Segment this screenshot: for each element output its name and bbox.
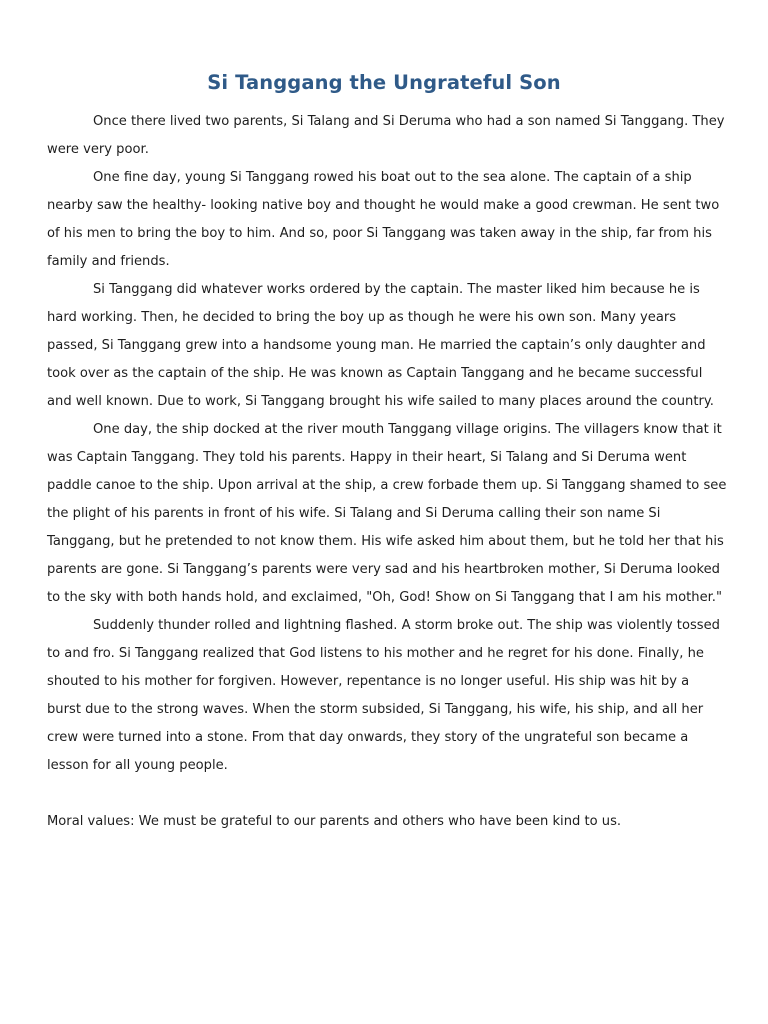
paragraph-4: One day, the ship docked at the river mouth Tanggang village origins. The villagers know that it was Captain Tanggang. They told his parents. Happy in their heart, Si Talang and Si Deruma went paddle canoe to the ship. Upon arrival at the ship, a crew forbade them up. Si Tanggang shamed to see the plight of his parents in front of his wife. Si Talang and Si Deruma calling their son name Si Tanggang, but he pretended to not know them. His wife asked him about them, but he told her that his parents are gone. Si Tanggang’s parents were very sad and his heartbroken mother, Si Deruma looked to the sky with both hands hold, and exclaimed, "Oh, God! Show on Si Tanggang that I am his mother.": [47, 422, 727, 605]
document-title: Si Tanggang the Ungrateful Son: [207, 71, 561, 94]
paragraph-3: Si Tanggang did whatever works ordered by the captain. The master liked him because he is hard working. Then, he decided to bring the boy up as though he were his own son. Many years passed, Si Tanggang grew into a handsome young man. He married the captain’s only daughter and took over as the captain of the ship. He was known as Captain Tanggang and he became successful and well known. Due to work, Si Tanggang brought his wife sailed to many places around the country.: [47, 282, 714, 409]
story-body: [47, 108, 727, 836]
paragraph-5: Suddenly thunder rolled and lightning flashed. A storm broke out. The ship was violently tossed to and fro. Si Tanggang realized that God listens to his mother and he regret for his done. Finally, he shouted to his mother for forgiven. However, repentance is no longer useful. His ship was hit by a burst due to the strong waves. When the storm subsided, Si Tanggang, his wife, his ship, and all her crew were turned into a stone. From that day onwards, they story of the ungrateful son became a lesson for all young people.: [47, 618, 720, 773]
paragraph-2: One fine day, young Si Tanggang rowed his boat out to the sea alone. The captain of a ship nearby saw the healthy- looking native boy and thought he would make a good crewman. He sent two of his men to bring the boy to him. And so, poor Si Tanggang was taken away in the ship, far from his family and friends.: [47, 170, 720, 269]
moral-values: Moral values: We must be grateful to our parents and others who have been kind to us.: [47, 814, 622, 829]
paragraph-1: Once there lived two parents, Si Talang and Si Deruma who had a son named Si Tanggang. They were very poor.: [47, 114, 725, 157]
